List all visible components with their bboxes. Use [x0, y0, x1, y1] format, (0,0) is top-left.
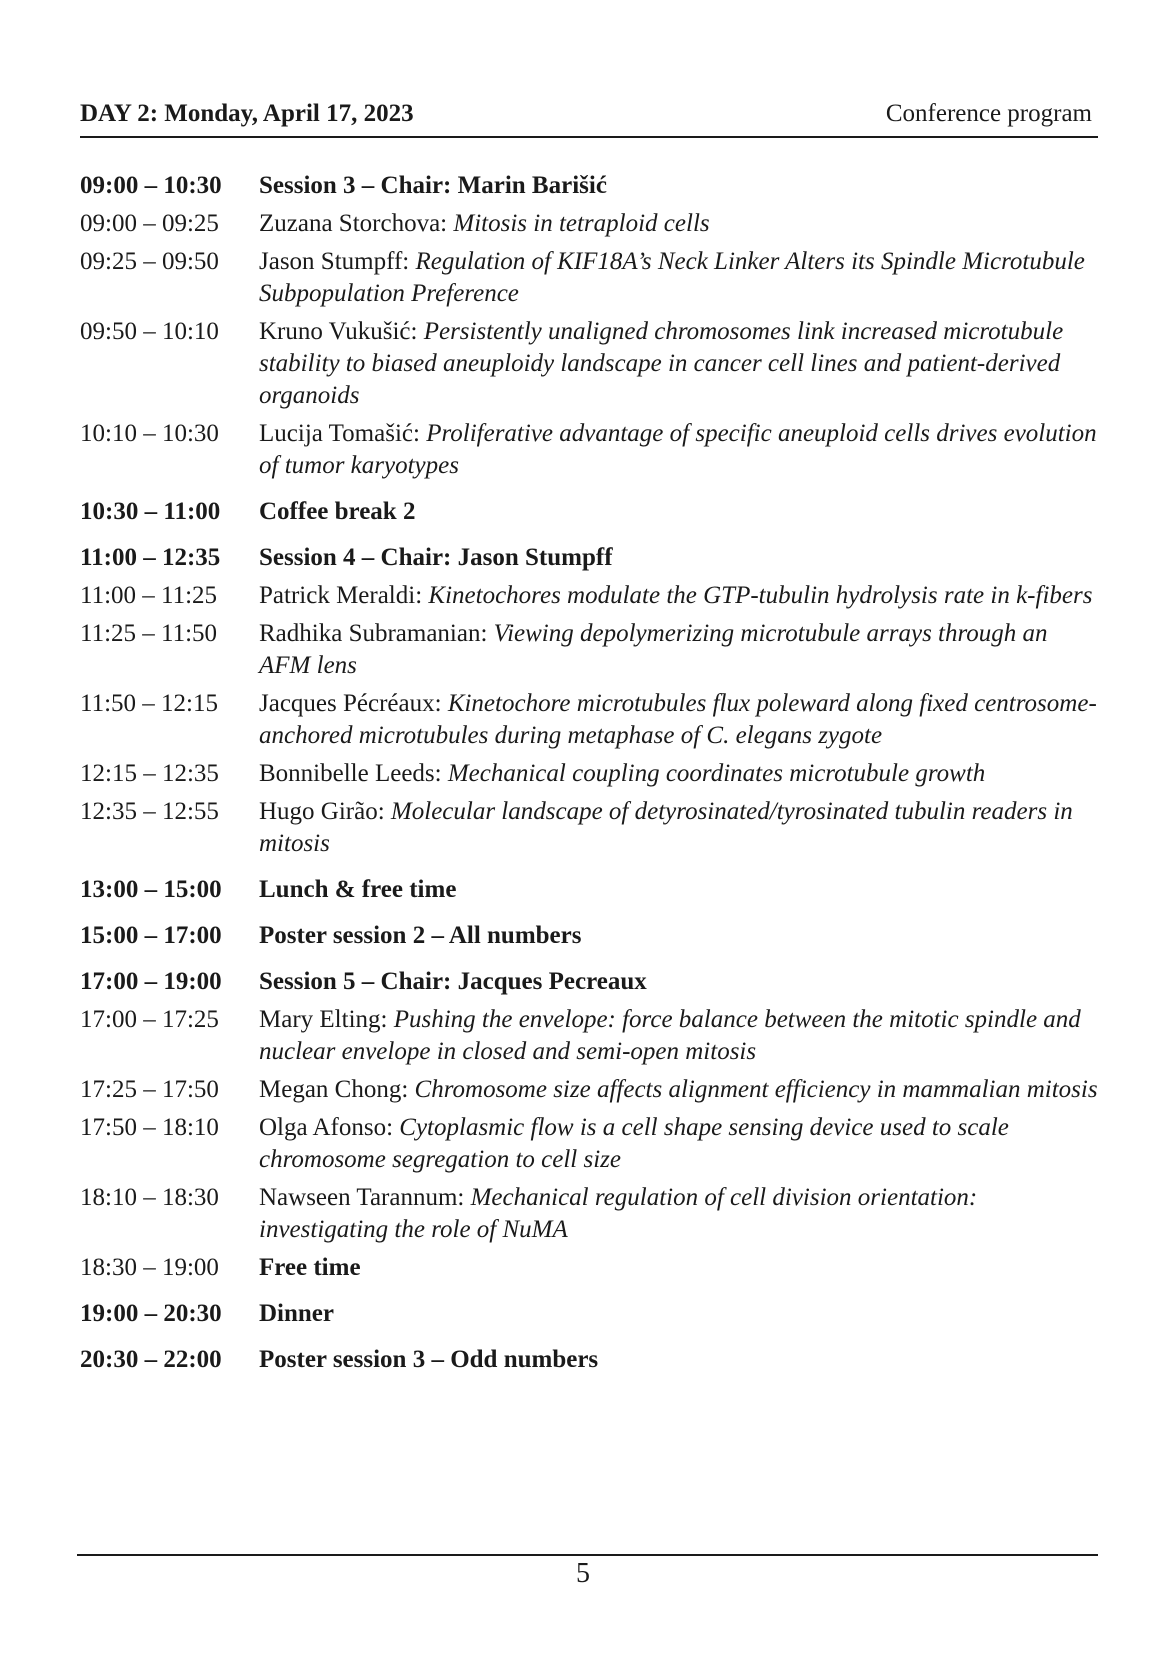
time-slot: 10:10 – 10:30 — [80, 420, 219, 447]
speaker-name: Kruno Vukušić: — [259, 318, 418, 345]
page-header — [80, 98, 1098, 138]
speaker-name: Megan Chong: — [259, 1076, 409, 1103]
talk-title: Mechanical regulation of cell division orientation: investigating the role of NuMA — [259, 1184, 978, 1243]
speaker-name: Zuzana Storchova: — [259, 210, 448, 237]
talk-row — [80, 1004, 1098, 1068]
speaker-name: Patrick Meraldi: — [259, 582, 423, 609]
time-slot: 18:30 – 19:00 — [80, 1254, 219, 1281]
time-slot: 17:25 – 17:50 — [80, 1076, 219, 1103]
talk-row — [80, 208, 1098, 240]
speaker-name: Radhika Subramanian: — [259, 620, 488, 647]
time-slot: 12:35 – 12:55 — [80, 798, 219, 825]
talk-row — [80, 758, 1098, 790]
talk-row — [80, 688, 1098, 752]
schedule-block — [80, 496, 1098, 528]
program-schedule — [80, 170, 1098, 1376]
speaker-name: Mary Elting: — [259, 1006, 388, 1033]
talk-details — [259, 758, 1098, 790]
talk-details — [259, 1074, 1098, 1106]
talk-row — [80, 1074, 1098, 1106]
talk-details — [259, 688, 1098, 752]
schedule-block — [80, 966, 1098, 998]
time-slot: 13:00 – 15:00 — [80, 876, 222, 903]
speaker-name: Jacques Pécréaux: — [259, 690, 442, 717]
talk-row — [80, 246, 1098, 310]
event-label: Session 3 – Chair: Marin Barišić — [259, 172, 607, 199]
time-slot: 17:00 – 19:00 — [80, 968, 222, 995]
schedule-block — [80, 170, 1098, 202]
talk-row — [80, 418, 1098, 482]
footer-divider — [77, 1554, 1098, 1556]
talk-title: Mitosis in tetraploid cells — [453, 210, 710, 237]
talk-title: Regulation of KIF18A’s Neck Linker Alters its Spindle Microtubule Subpopulation Preference — [259, 248, 1085, 307]
time-slot: 09:00 – 09:25 — [80, 210, 219, 237]
talk-row — [80, 580, 1098, 612]
talk-details — [259, 316, 1098, 412]
talk-row — [80, 1182, 1098, 1246]
talk-details — [259, 418, 1098, 482]
page-number: 5 — [576, 1558, 590, 1589]
schedule-block — [80, 1298, 1098, 1330]
talk-details — [259, 580, 1098, 612]
talk-title: Mechanical coupling coordinates microtubule growth — [447, 760, 986, 787]
schedule-block — [80, 542, 1098, 574]
schedule-item — [80, 1252, 1098, 1284]
time-slot: 11:00 – 12:35 — [80, 544, 221, 571]
time-slot: 12:15 – 12:35 — [80, 760, 219, 787]
speaker-name: Olga Afonso: — [259, 1114, 394, 1141]
schedule-block — [80, 920, 1098, 952]
time-slot: 11:50 – 12:15 — [80, 690, 218, 717]
talk-title: Persistently unaligned chromosomes link increased microtubule stability to biased aneuploidy landscape in cancer cell lines and patient-derived organoids — [259, 318, 1064, 409]
speaker-name: Nawseen Tarannum: — [259, 1184, 465, 1211]
speaker-name: Jason Stumpff: — [259, 248, 410, 275]
talk-title: Chromosome size affects alignment efficiency in mammalian mitosis — [414, 1076, 1098, 1103]
talk-title: Viewing depolymerizing microtubule arrays through an AFM lens — [259, 620, 1048, 679]
talk-details — [259, 246, 1098, 310]
time-slot: 18:10 – 18:30 — [80, 1184, 219, 1211]
time-slot: 09:50 – 10:10 — [80, 318, 219, 345]
event-label: Coffee break 2 — [259, 498, 416, 525]
time-slot: 20:30 – 22:00 — [80, 1346, 222, 1373]
talk-details — [259, 1004, 1098, 1068]
speaker-name: Bonnibelle Leeds: — [259, 760, 442, 787]
talk-title: Kinetochore microtubules flux poleward along fixed centrosome-anchored microtubules during metaphase of C. elegans zygote — [259, 690, 1097, 749]
talk-title: Cytoplasmic flow is a cell shape sensing device used to scale chromosome segregation to cell size — [259, 1114, 1009, 1173]
time-slot: 09:25 – 09:50 — [80, 248, 219, 275]
time-slot: 17:50 – 18:10 — [80, 1114, 219, 1141]
event-label: Lunch & free time — [259, 876, 457, 903]
event-label: Dinner — [259, 1300, 334, 1327]
time-slot: 11:00 – 11:25 — [80, 582, 218, 609]
event-label: Poster session 3 – Odd numbers — [259, 1346, 599, 1373]
speaker-name: Hugo Girão: — [259, 798, 385, 825]
time-slot: 09:00 – 10:30 — [80, 172, 222, 199]
event-label: Session 5 – Chair: Jacques Pecreaux — [259, 968, 647, 995]
time-slot: 11:25 – 11:50 — [80, 620, 218, 647]
talk-row — [80, 618, 1098, 682]
talk-row — [80, 796, 1098, 860]
event-label: Poster session 2 – All numbers — [259, 922, 582, 949]
talk-details — [259, 1182, 1098, 1246]
talk-title: Proliferative advantage of specific aneuploid cells drives evolution of tumor karyotypes — [259, 420, 1097, 479]
talk-title: Kinetochores modulate the GTP-tubulin hydrolysis rate in k-fibers — [428, 582, 1093, 609]
schedule-block — [80, 1344, 1098, 1376]
time-slot: 19:00 – 20:30 — [80, 1300, 222, 1327]
talk-title: Pushing the envelope: force balance between the mitotic spindle and nuclear envelope in closed and semi-open mitosis — [259, 1006, 1081, 1065]
time-slot: 17:00 – 17:25 — [80, 1006, 219, 1033]
time-slot: 15:00 – 17:00 — [80, 922, 222, 949]
speaker-name: Lucija Tomašić: — [259, 420, 420, 447]
talk-row — [80, 1112, 1098, 1176]
talk-details — [259, 796, 1098, 860]
schedule-block — [80, 874, 1098, 906]
talk-row — [80, 316, 1098, 412]
time-slot: 10:30 – 11:00 — [80, 498, 221, 525]
talk-title: Molecular landscape of detyrosinated/tyrosinated tubulin readers in mitosis — [259, 798, 1073, 857]
day-heading: DAY 2: Monday, April 17, 2023 — [80, 100, 414, 127]
talk-details — [259, 1112, 1098, 1176]
talk-details — [259, 618, 1098, 682]
event-label: Free time — [259, 1254, 361, 1281]
header-label: Conference program — [885, 100, 1092, 127]
talk-details — [259, 208, 1098, 240]
event-label: Session 4 – Chair: Jason Stumpff — [259, 544, 613, 571]
